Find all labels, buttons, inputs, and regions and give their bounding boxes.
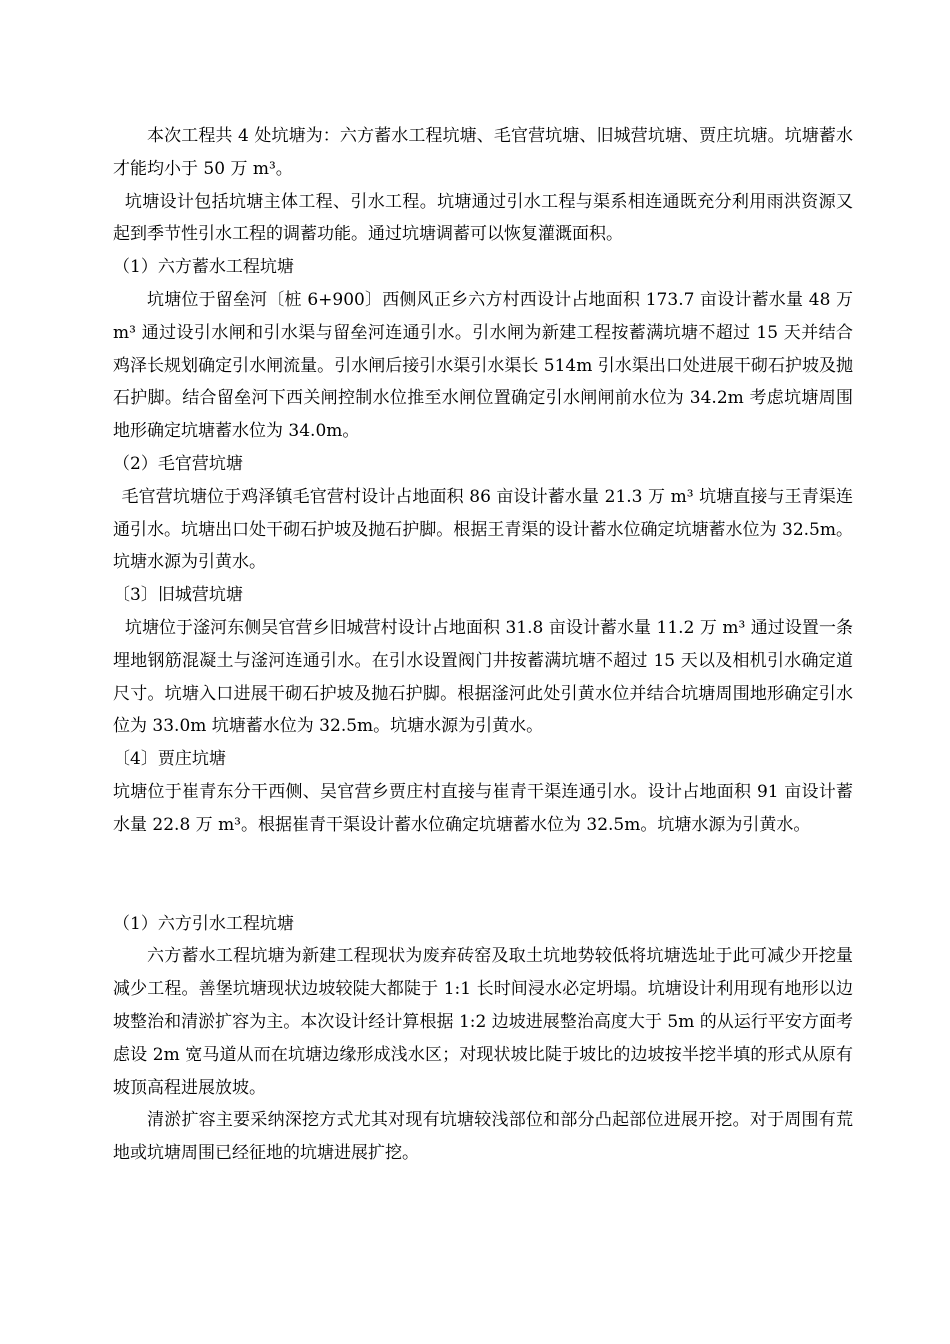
bottom-paragraph-2: 清淤扩容主要采纳深挖方式尤其对现有坑塘较浅部位和部分凸起部位进展开挖。对于周围有荒地或坑塘周围已经征地的坑塘进展扩挖。 bbox=[113, 1110, 853, 1164]
section-body-3: 坑塘位于滏河东侧吴官营乡旧城营村设计占地面积 31.8 亩设计蓄水量 11.2 万 m³ 通过设置一条埋地钢筋混凝土与滏河连通引水。在引水设置阀门井按蓄满坑塘不超过 15 天以及相机引水确定道尺寸。坑塘入口进展干砌石护坡及抛石护脚。根据滏河此处引黄水位并结合坑塘周围地形确定引水位为 33.0m 坑塘蓄水位为 32.5m。坑塘水源为引黄水。 bbox=[113, 617, 853, 737]
intro-paragraph-2: 坑塘设计包括坑塘主体工程、引水工程。坑塘通过引水工程与渠系相连通既充分利用雨洪资源又起到季节性引水工程的调蓄功能。通过坑塘调蓄可以恢复灌溉面积。 bbox=[113, 191, 853, 245]
document-page bbox=[113, 120, 853, 1170]
bottom-section-heading: （1）六方引水工程坑塘 bbox=[113, 913, 294, 934]
section-heading-3: 〔3〕旧城营坑塘 bbox=[113, 585, 243, 606]
section-heading-2: （2）毛官营坑塘 bbox=[113, 453, 243, 474]
bottom-paragraph-1: 六方蓄水工程坑塘为新建工程现状为废弃砖窑及取土坑地势较低将坑塘选址于此可减少开挖量减少工程。善堡坑塘现状边坡较陡大都陡于 1:1 长时间浸水必定坍塌。坑塘设计利用现有地形以边坡整治和清淤扩容为主。本次设计经计算根据 1:2 边坡进展整治高度大于 5m 的从运行平安方面考虑设 2m 宽马道从而在坑塘边缘形成浅水区；对现状坡比陡于坡比的边坡按半挖半填的形式从原有坡顶高程进展放坡。 bbox=[113, 946, 853, 1098]
section-body-2: 毛官营坑塘位于鸡泽镇毛官营村设计占地面积 86 亩设计蓄水量 21.3 万 m³ 坑塘直接与王青渠连通引水。坑塘出口处干砌石护坡及抛石护脚。根据王青渠的设计蓄水位确定坑塘蓄水位为 32.5m。坑塘水源为引黄水。 bbox=[113, 486, 853, 573]
intro-paragraph-1: 本次工程共 4 处坑塘为：六方蓄水工程坑塘、毛官营坑塘、旧城营坑塘、贾庄坑塘。坑塘蓄水才能均小于 50 万 m³。 bbox=[113, 126, 853, 179]
section-heading-1: （1）六方蓄水工程坑塘 bbox=[113, 257, 294, 278]
section-heading-4: 〔4〕贾庄坑塘 bbox=[113, 749, 226, 770]
section-body-1: 坑塘位于留垒河〔桩 6+900〕西侧风正乡六方村西设计占地面积 173.7 亩设计蓄水量 48 万 m³ 通过设引水闸和引水渠与留垒河连通引水。引水闸为新建工程按蓄满坑塘不超过 15 天并结合鸡泽长规划确定引水闸流量。引水闸后接引水渠引水渠长 514m 引水渠出口处进展干砌石护坡及抛石护脚。结合留垒河下西关闸控制水位推至水闸位置确定引水闸闸前水位为 34.2m 考虑坑塘周围地形确定坑塘蓄水位为 34.0m。 bbox=[113, 289, 853, 442]
section-spacer bbox=[113, 842, 853, 908]
section-body-4: 坑塘位于崔青东分干西侧、吴官营乡贾庄村直接与崔青干渠连通引水。设计占地面积 91 亩设计蓄水量 22.8 万 m³。根据崔青干渠设计蓄水位确定坑塘蓄水位为 32.5m。坑塘水源为引黄水。 bbox=[113, 781, 853, 835]
